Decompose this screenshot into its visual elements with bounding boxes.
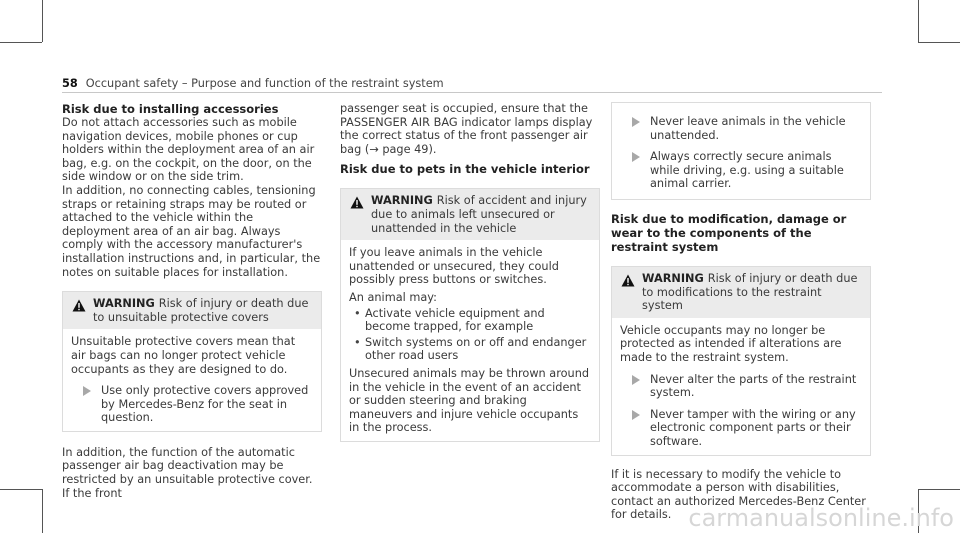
section-heading-pets: Risk due to pets in the vehicle interior xyxy=(340,162,590,177)
step-text: Use only protective covers approved by Mercedes-Benz for the seat in question. xyxy=(101,384,309,425)
warning-title: Risk of accident and injury due to animals left unsecured or unattended in the vehicle xyxy=(371,194,587,235)
crop-mark xyxy=(918,0,919,42)
warning-triangle-icon xyxy=(72,299,86,316)
step-item xyxy=(620,373,862,400)
crop-mark xyxy=(918,489,960,490)
step-text: Never leave animals in the vehicle unattended. xyxy=(650,115,846,142)
warning-text: Unsuitable protective covers mean that air bags can no longer protect vehicle occupants as they are designed to do. xyxy=(71,335,296,376)
warning-triangle-icon xyxy=(350,196,364,213)
paragraph: If it is necessary to modify the vehicle to accommodate a person with disabilities, contact an authorized Mercedes-Benz Center for details. xyxy=(611,467,866,522)
header-divider xyxy=(62,92,882,93)
warning-label: WARNING xyxy=(371,194,433,208)
warning-text: If you leave animals in the vehicle unattended or unsecured, they could possibly press buttons or switches. xyxy=(349,246,559,287)
step-item xyxy=(620,408,862,449)
paragraph: In addition, the function of the automatic passenger air bag deactivation may be restricted by an unsuitable protective cover. If the front xyxy=(62,445,313,500)
warning-label: WARNING xyxy=(642,271,704,285)
warning-body xyxy=(341,240,599,441)
warning-header xyxy=(612,267,870,318)
warning-title: Risk of injury or death due to unsuitable protective covers xyxy=(93,297,309,324)
paragraph: In addition, no connecting cables, tensioning straps or retaining straps may be routed or attached to the vehicle within the deployment area of an air bag. Always comply with the accessory manufacturer's installation instructions and, in particular, the notes on suitable places for installation. xyxy=(62,183,321,279)
crop-mark xyxy=(0,489,42,490)
step-arrow-icon xyxy=(632,117,640,127)
warning-triangle-icon xyxy=(621,274,635,291)
crop-mark xyxy=(42,0,43,42)
page-header xyxy=(62,77,444,91)
crop-mark xyxy=(42,489,43,533)
step-item xyxy=(620,150,862,191)
list-item: • Activate vehicle equipment and become trapped, for example xyxy=(349,307,591,334)
list-item: • Switch systems on or off and endanger other road users xyxy=(349,336,591,363)
step-arrow-icon xyxy=(632,410,640,420)
warning-header xyxy=(341,189,599,240)
warning-body xyxy=(612,318,870,455)
warning-body xyxy=(63,329,321,431)
step-text: Never tamper with the wiring or any electronic component parts or their software. xyxy=(650,407,856,448)
warning-text: An animal may: xyxy=(349,290,437,304)
warning-box xyxy=(62,291,322,432)
paragraph: passenger seat is occupied, ensure that the PASSENGER AIR BAG indicator lamps display the correct status of the front passenger air bag (→ page 49). xyxy=(340,102,593,156)
warning-text: Vehicle occupants may no longer be protected as intended if alterations are made to the restraint system. xyxy=(620,323,842,364)
step-text: Always correctly secure animals while driving, e.g. using a suitable animal carrier. xyxy=(650,150,844,191)
page-number: 58 xyxy=(62,77,78,90)
warning-text: Unsecured animals may be thrown around in the vehicle in the event of an accident or sudden steering and braking maneuvers and injure vehicle occupants in the process. xyxy=(349,366,590,435)
step-arrow-icon xyxy=(83,386,91,396)
crop-mark xyxy=(918,42,960,43)
step-text: Never alter the parts of the restraint system. xyxy=(650,372,857,400)
warning-title: Risk of injury or death due to modifications to the restraint system xyxy=(642,271,858,313)
page-header-title: Occupant safety – Purpose and function of the restraint system xyxy=(85,77,444,90)
watermark: carmanualsonline.info xyxy=(688,504,954,532)
step-item xyxy=(620,115,862,142)
step-item xyxy=(71,384,313,425)
warning-header xyxy=(63,292,321,329)
steps-box xyxy=(611,102,871,200)
column-3 xyxy=(611,102,871,522)
section-heading-modification: Risk due to modification, damage or wear to the components of the restraint system xyxy=(611,211,847,254)
paragraph: Do not attach accessories such as mobile navigation devices, mobile phones or cup holders within the deployment area of an air bag, e.g. on the cockpit, on the door, on the side window or on the side trim. xyxy=(62,116,315,184)
column-1 xyxy=(62,102,322,500)
column-2 xyxy=(340,102,600,442)
warning-label: WARNING xyxy=(93,297,155,311)
step-arrow-icon xyxy=(632,375,640,385)
warning-box xyxy=(611,266,871,456)
section-heading-accessories: Risk due to installing accessories xyxy=(62,102,279,116)
warning-box xyxy=(340,188,600,442)
step-arrow-icon xyxy=(632,152,640,162)
crop-mark xyxy=(0,42,42,43)
